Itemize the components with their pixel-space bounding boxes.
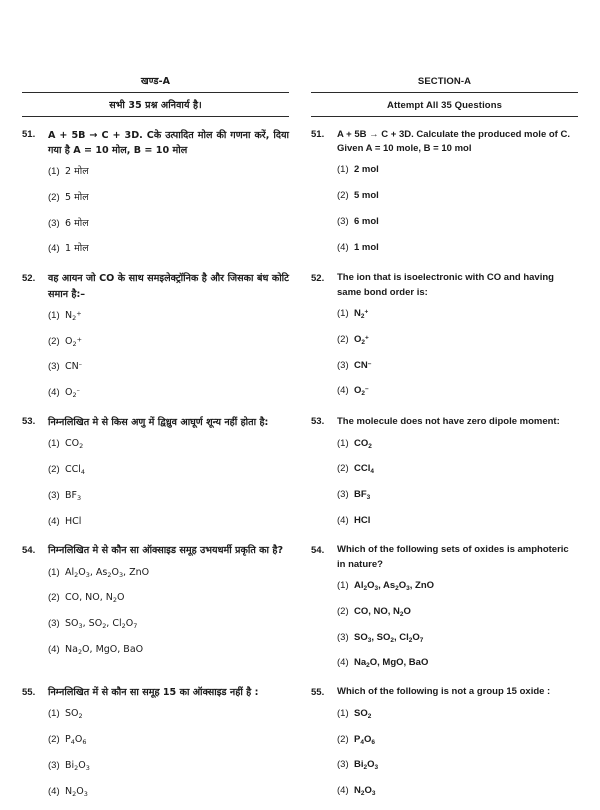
option-list [311, 437, 578, 529]
option-marker: (3) [337, 359, 349, 371]
option-text: CN– [65, 360, 82, 373]
option-text: $P_4O_6$ [65, 734, 87, 747]
question-hindi [22, 271, 289, 412]
option-item[interactable] [48, 242, 289, 256]
option-marker: (3) [48, 759, 60, 771]
option-marker: (1) [48, 566, 60, 578]
section-label-hindi: खण्ड-A [22, 75, 289, 93]
option-text: 5 मोल [65, 191, 89, 203]
option-item[interactable] [337, 241, 578, 255]
question-english [311, 271, 578, 412]
option-item[interactable] [48, 759, 289, 773]
question-heading [311, 128, 578, 157]
option-text: $O_2^+$ [354, 333, 369, 346]
question-hindi [22, 685, 289, 810]
option-marker: (2) [48, 734, 60, 746]
option-marker: (2) [48, 464, 60, 475]
option-marker: (1) [337, 308, 349, 320]
question-row [22, 271, 578, 412]
option-text: $Na_2O$, MgO, BaO [65, 643, 144, 656]
option-item[interactable] [48, 643, 289, 657]
option-list [311, 707, 578, 799]
question-heading [311, 543, 578, 572]
question-heading [22, 415, 289, 430]
option-item[interactable] [337, 631, 578, 645]
option-list [22, 707, 289, 799]
option-item[interactable] [48, 566, 289, 580]
section-header-hindi [22, 75, 289, 117]
option-item[interactable] [337, 307, 578, 321]
option-item[interactable] [337, 707, 578, 721]
question-text: Which of the following sets of oxides is amphoteric in nature? [337, 544, 569, 570]
option-marker: (3) [337, 215, 349, 227]
section-instruction-english: Attempt All 35 Questions [311, 93, 578, 117]
question-row [22, 543, 578, 682]
option-text: $Bi_2O_3$ [65, 759, 90, 772]
option-text: 5 mol [354, 190, 379, 202]
option-marker: (1) [337, 580, 349, 592]
question-row [22, 128, 578, 269]
option-marker: (4) [337, 385, 349, 397]
question-hindi [22, 128, 289, 269]
option-text: $Al_2O_3$, $As_2O_3$, ZnO [354, 580, 435, 592]
option-marker: (1) [48, 438, 60, 450]
option-item[interactable] [337, 784, 578, 798]
option-text: CO, NO, $N_2O$ [65, 592, 125, 605]
option-item[interactable] [337, 333, 578, 347]
option-item[interactable] [337, 605, 578, 619]
option-text: $BF_3$ [65, 489, 82, 502]
option-text: CO, NO, $N_2O$ [354, 605, 411, 618]
section-instruction-hindi: सभी 35 प्रश्न अनिवार्य है। [22, 93, 289, 117]
option-item[interactable] [337, 579, 578, 593]
option-text: $Na_2O$, MgO, BaO [354, 657, 429, 670]
option-marker: (2) [337, 605, 349, 617]
option-marker: (4) [337, 514, 349, 526]
option-text: $CO_2$ [65, 438, 84, 451]
option-marker: (3) [48, 618, 60, 630]
option-text: 6 मोल [65, 217, 89, 229]
option-marker: (3) [337, 631, 349, 643]
option-list [311, 163, 578, 255]
option-list [22, 566, 289, 658]
option-marker: (4) [337, 785, 349, 797]
option-item[interactable] [337, 462, 578, 476]
option-marker: (4) [48, 785, 60, 797]
option-text: HCl [354, 514, 371, 526]
option-list [22, 165, 289, 257]
option-marker: (1) [48, 708, 60, 720]
option-item[interactable] [48, 217, 289, 231]
option-text: 1 mol [354, 241, 379, 253]
option-marker: (4) [48, 515, 60, 527]
option-text: $SO_3$, $SO_2$, $Cl_2O_7$ [354, 631, 424, 644]
option-marker: (1) [48, 309, 60, 321]
question-english [311, 685, 578, 810]
option-item[interactable] [48, 309, 289, 323]
option-item[interactable] [337, 384, 578, 398]
option-text: $SO_2$ [65, 708, 83, 721]
option-text: 2 mol [354, 164, 379, 176]
option-text: $N_2^+$ [354, 308, 369, 320]
question-number: 54. [22, 544, 36, 556]
option-marker: (3) [48, 361, 60, 373]
question-number: 54. [311, 544, 325, 556]
option-item[interactable] [48, 335, 289, 349]
question-row [22, 415, 578, 540]
option-text: $P_4O_6$ [354, 733, 375, 746]
option-marker: (2) [337, 733, 349, 745]
question-number: 53. [311, 416, 325, 428]
option-item[interactable] [48, 707, 289, 721]
question-english [311, 128, 578, 269]
option-item[interactable] [337, 359, 578, 373]
option-marker: (4) [337, 657, 349, 669]
option-marker: (4) [48, 643, 60, 655]
option-marker: (1) [337, 437, 349, 449]
question-text: निम्नलिखित मे से किस अणु में द्विध्रुव आघूर्ण शून्य नहीं होता है: [48, 416, 269, 428]
question-english [311, 415, 578, 540]
section-header-english [311, 75, 578, 117]
option-item[interactable] [48, 191, 289, 205]
option-item[interactable] [337, 437, 578, 451]
option-item[interactable] [337, 758, 578, 772]
option-marker: (3) [337, 489, 349, 501]
option-item[interactable] [48, 515, 289, 529]
option-text: $O_2^+$ [65, 334, 83, 348]
option-item[interactable] [337, 488, 578, 502]
question-heading [22, 271, 289, 302]
option-item[interactable] [48, 165, 289, 179]
option-list [22, 309, 289, 401]
option-marker: (2) [48, 592, 60, 604]
question-text: The ion that is isoelectronic with CO and having same bond order is: [337, 272, 554, 298]
option-text: $BF_3$ [354, 489, 371, 501]
question-heading [22, 685, 289, 700]
question-english [311, 543, 578, 682]
option-marker: (4) [48, 243, 60, 255]
option-list [22, 437, 289, 529]
option-marker: (3) [337, 759, 349, 771]
option-text: CCl$_4$ [354, 463, 374, 476]
option-item[interactable] [48, 733, 289, 747]
question-row [22, 685, 578, 810]
question-number: 52. [311, 272, 325, 284]
option-marker: (2) [337, 333, 349, 345]
option-text: HCl [65, 515, 82, 527]
question-text: निम्नलिखित में से कौन सा समूह 15 का ऑक्साइड नहीं है : [48, 687, 259, 699]
option-text: $O_2^-$ [354, 385, 369, 398]
section-label-english: SECTION-A [311, 75, 578, 93]
question-hindi [22, 415, 289, 540]
question-number: 51. [22, 129, 36, 141]
option-text: $SO_3$, $SO_2$, $Cl_2O_7$ [65, 618, 138, 630]
question-text: The molecule does not have zero dipole moment: [337, 415, 560, 427]
option-text: $CO_2$ [354, 437, 372, 450]
option-text: $N_2^+$ [65, 309, 82, 322]
section-header [22, 75, 578, 117]
question-text: A + 5B → C + 3D. Cके उत्पादित मोल की गणना करें, दिया गया है A = 10 मोल, B = 10 मोल [48, 129, 289, 156]
option-item[interactable] [337, 189, 578, 203]
option-text: 6 mol [354, 215, 379, 227]
option-marker: (4) [337, 241, 349, 253]
question-heading [311, 415, 578, 430]
option-marker: (3) [48, 217, 60, 229]
option-list [311, 579, 578, 671]
option-text: 2 मोल [65, 166, 89, 178]
option-text: $Al_2O_3$, $As_2O_3$, ZnO [65, 566, 150, 579]
option-item[interactable] [48, 591, 289, 605]
option-text: $N_2O_3$ [65, 785, 88, 798]
option-item[interactable] [48, 360, 289, 374]
option-marker: (1) [337, 707, 349, 719]
option-text: $O_2^-$ [65, 386, 80, 399]
option-marker: (2) [48, 335, 60, 347]
question-list [22, 128, 578, 810]
question-text: वह आयन जो CO के साथ समइलेक्ट्रॉनिक है और जिसका बंध कोटि समान है:– [48, 273, 289, 300]
option-item[interactable] [48, 785, 289, 799]
option-item[interactable] [48, 386, 289, 400]
question-text: A + 5B → C + 3D. Calculate the produced mole of C. Given A = 10 mole, B = 10 mol [337, 128, 570, 154]
option-marker: (1) [337, 164, 349, 176]
option-marker: (2) [337, 463, 349, 475]
question-number: 53. [22, 416, 36, 428]
question-number: 55. [22, 686, 36, 698]
question-heading [311, 685, 578, 700]
option-item[interactable] [337, 215, 578, 229]
option-text: $SO_2$ [354, 707, 372, 720]
option-list [311, 307, 578, 399]
question-text: निम्नलिखित मे से कौन सा ऑक्साइड समूह उभयधर्मी प्रकृति का है? [48, 545, 284, 557]
option-marker: (3) [48, 489, 60, 501]
question-heading [22, 543, 289, 558]
question-text: Which of the following is not a group 15 oxide : [337, 686, 551, 698]
option-marker: (2) [48, 191, 60, 203]
question-number: 55. [311, 686, 325, 698]
option-item[interactable] [337, 514, 578, 528]
option-text: $N_2O_3$ [354, 785, 376, 797]
option-text: 1 मोल [65, 243, 89, 255]
option-marker: (2) [337, 190, 349, 202]
option-item[interactable] [48, 617, 289, 631]
option-item[interactable] [48, 463, 289, 477]
option-item[interactable] [48, 489, 289, 503]
question-heading [311, 271, 578, 300]
option-marker: (4) [48, 387, 60, 399]
option-item[interactable] [337, 163, 578, 177]
question-number: 51. [311, 129, 325, 141]
question-heading [22, 128, 289, 159]
option-item[interactable] [337, 656, 578, 670]
option-item[interactable] [48, 437, 289, 451]
question-hindi [22, 543, 289, 682]
option-text: CCl$_4$ [65, 464, 86, 476]
question-number: 52. [22, 272, 36, 284]
option-text: CN– [354, 359, 372, 371]
option-item[interactable] [337, 733, 578, 747]
option-marker: (1) [48, 166, 60, 178]
option-text: $Bi_2O_3$ [354, 759, 379, 772]
